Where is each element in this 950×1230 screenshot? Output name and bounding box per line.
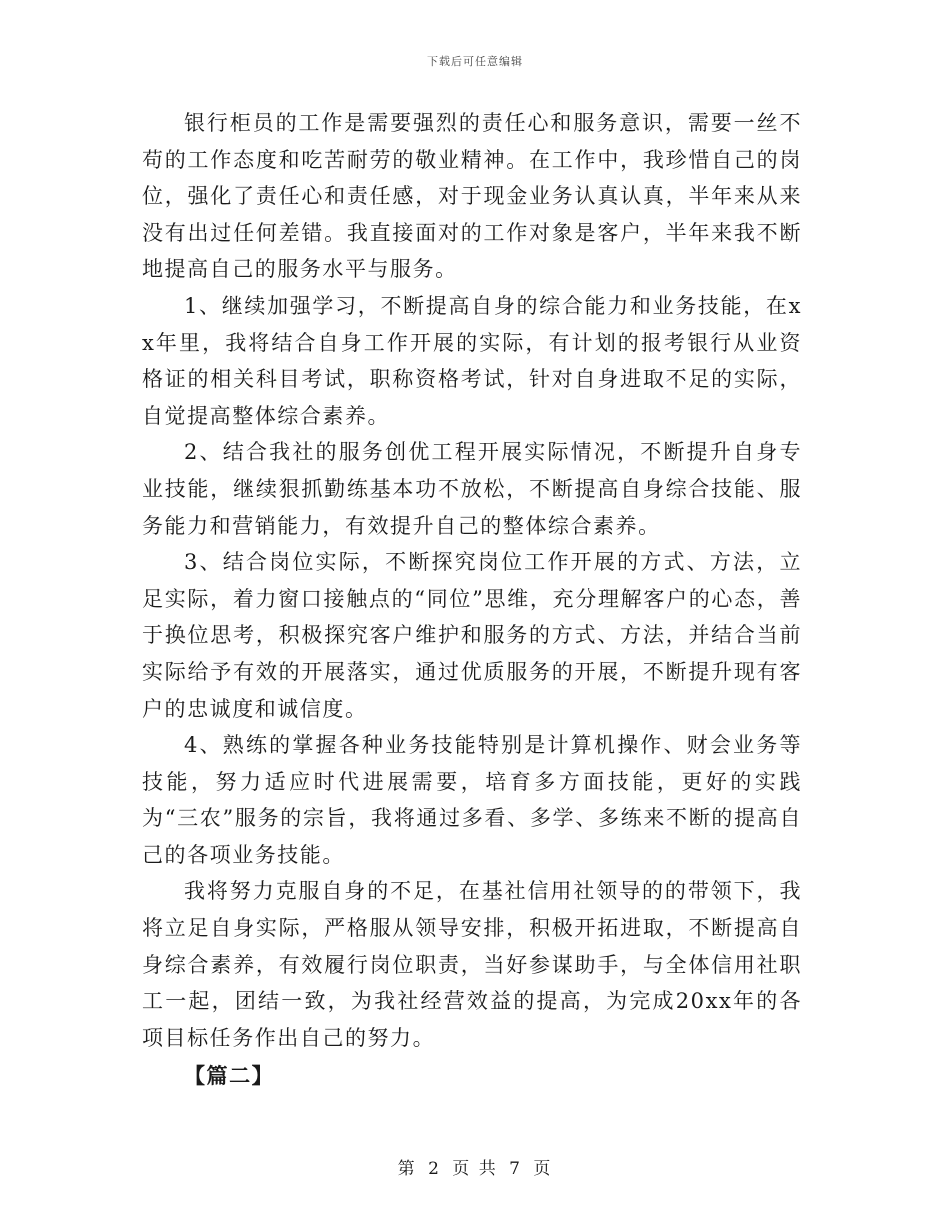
page-middle: 页 共 <box>452 1159 498 1179</box>
page-prefix: 第 <box>397 1159 417 1179</box>
header-note: 下载后可任意编辑 <box>427 55 523 68</box>
paragraph-intro: 银行柜员的工作是需要强烈的责任心和服务意识，需要一丝不苟的工作态度和吃苦耐劳的敬业精神。在工作中，我珍惜自己的岗位，强化了责任心和责任感，对于现金业务认真认真，半年来从来没有出过任何差错。我直接面对的工作对象是客户，半年来我不断地提高自己的服务水平与服务。 <box>142 111 802 282</box>
page-current: 2 <box>428 1159 441 1179</box>
page-suffix: 页 <box>533 1159 553 1179</box>
page-total: 7 <box>509 1159 522 1179</box>
paragraph-item-2: 2、结合我社的服务创优工程开展实际情况，不断提升自身专业技能，继续狠抓勤练基本功不放松，不断提高自身综合技能、服务能力和营销能力，有效提升自己的整体综合素养。 <box>142 440 802 538</box>
paragraph-closing: 我将努力克服自身的不足，在基社信用社领导的的带领下，我将立足自身实际，严格服从领导安排，积极开拓进取，不断提高自身综合素养，有效履行岗位职责，当好参谋助手，与全体信用社职工一起，团结一致，为我社经营效益的提高，为完成20xx年的各项目标任务作出自己的努力。 <box>142 879 802 1050</box>
paragraph-item-4: 4、熟练的掌握各种业务技能特别是计算机操作、财会业务等技能，努力适应时代进展需要，培育多方面技能，更好的实践为“三农”服务的宗旨，我将通过多看、多学、多练来不断的提高自己的各项业务技能。 <box>142 733 802 867</box>
page-number <box>0 1154 950 1179</box>
document-body <box>142 105 802 1095</box>
paragraph-item-1: 1、继续加强学习，不断提高自身的综合能力和业务技能，在xx年里，我将结合自身工作开展的实际，有计划的报考银行从业资格证的相关科目考试，职称资格考试，针对自身进取不足的实际，自觉提高整体综合素养。 <box>142 293 802 428</box>
section-heading: 【篇二】 <box>184 1063 275 1089</box>
paragraph-item-3: 3、结合岗位实际，不断探究岗位工作开展的方式、方法，立足实际，着力窗口接触点的“同位”思维，充分理解客户的心态，善于换位思考，积极探究客户维护和服务的方式、方法，并结合当前实际给予有效的开展落实，通过优质服务的开展，不断提升现有客户的忠诚度和诚信度。 <box>142 550 802 721</box>
